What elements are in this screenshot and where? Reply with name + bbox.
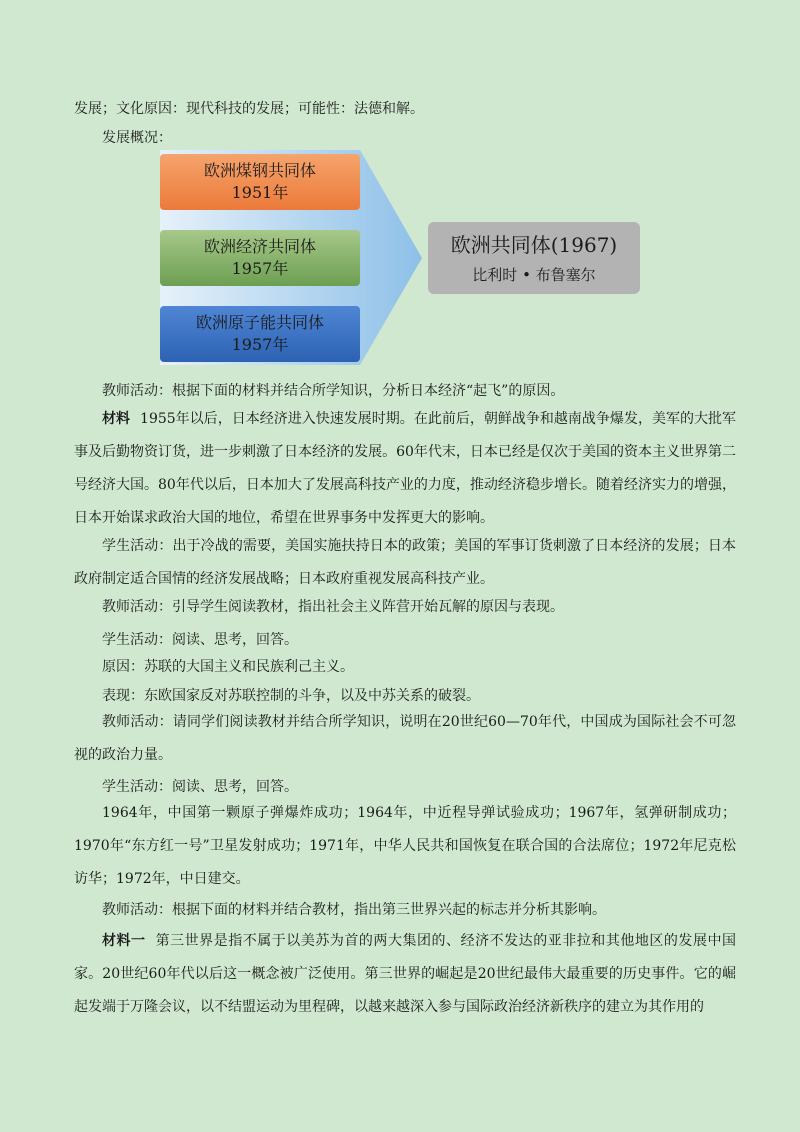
intro-line-1: 发展；文化原因：现代科技的发展；可能性：法德和解。 (74, 101, 424, 117)
events-paragraph (74, 797, 736, 896)
manifestation-line: 表现：东欧国家反对苏联控制的斗争，以及中苏关系的破裂。 (102, 688, 480, 704)
material-2-label: 材料一 (102, 933, 146, 949)
eec-box (160, 230, 360, 286)
material-2 (74, 925, 736, 1024)
teacher-activity-2: 教师活动：引导学生阅读教材，指出社会主义阵营开始瓦解的原因与表现。 (102, 599, 564, 615)
events-text: 1964年，中国第一颗原子弹爆炸成功；1964年，中近程导弹试验成功；1967年，氢弹研制成功；1970年“东方红一号”卫星发射成功；1971年，中华人民共和国恢复在联合国的合法席位；1972年尼克松访华；1972年，中日建交。 (74, 805, 736, 887)
ec-result-box (428, 222, 640, 294)
material-1-label: 材料 (102, 411, 131, 427)
teacher-activity-3 (74, 706, 736, 772)
euratom-name: 欧洲原子能共同体 (195, 313, 324, 332)
material-1 (74, 403, 736, 535)
eec-year: 1957年 (231, 259, 289, 278)
student-activity-2: 学生活动：阅读、思考，回答。 (102, 632, 298, 648)
reason-line: 原因：苏联的大国主义和民族利己主义。 (102, 659, 354, 675)
euratom-box (160, 306, 360, 362)
material-2-text: 第三世界是指不属于以美苏为首的两大集团的、经济不发达的亚非拉和其他地区的发展中国家。20世纪60年代以后这一概念被广泛使用。第三世界的崛起是20世纪最伟大最重要的历史事件。它的崛起发端于万隆会议，以不结盟运动为里程碑，以越来越深入参与国际政治经济新秩序的建立为其作用的 (74, 933, 737, 1015)
material-1-text: 1955年以后，日本经济进入快速发展时期。在此前后，朝鲜战争和越南战争爆发，美军的大批军事及后勤物资订货，进一步刺激了日本经济的发展。60年代末，日本已经是仅次于美国的资本主义世界第二号经济大国。80年代以后，日本加大了发展高科技产业的力度，推动经济稳步增长。随着经济实力的增强，日本开始谋求政治大国的地位，希望在世界事务中发挥更大的影响。 (74, 411, 736, 526)
euratom-year: 1957年 (231, 335, 289, 354)
student-activity-1 (74, 530, 736, 596)
ecsc-name: 欧洲煤钢共同体 (203, 161, 316, 180)
intro-line-2: 发展概况： (102, 130, 172, 146)
ecsc-year: 1951年 (231, 183, 289, 202)
teacher-activity-3-text: 教师活动：请同学们阅读教材并结合所学知识，说明在20世纪60—70年代，中国成为国际社会不可忽视的政治力量。 (74, 714, 736, 763)
teacher-activity-1: 教师活动：根据下面的材料并结合所学知识，分析日本经济“起飞”的原因。 (102, 383, 565, 399)
teacher-activity-4: 教师活动：根据下面的材料并结合教材，指出第三世界兴起的标志并分析其影响。 (102, 902, 606, 918)
ec-place: 比利时 • 布鲁塞尔 (472, 266, 596, 284)
ecsc-box (160, 154, 360, 210)
ec-formation-diagram (160, 150, 650, 365)
ec-title: 欧洲共同体(1967) (450, 233, 618, 257)
eec-name: 欧洲经济共同体 (203, 237, 316, 256)
student-activity-1-text: 学生活动：出于冷战的需要，美国实施扶持日本的政策；美国的军事订货刺激了日本经济的发展；日本政府制定适合国情的经济发展战略；日本政府重视发展高科技产业。 (74, 538, 736, 587)
student-activity-3: 学生活动：阅读、思考，回答。 (102, 779, 298, 795)
